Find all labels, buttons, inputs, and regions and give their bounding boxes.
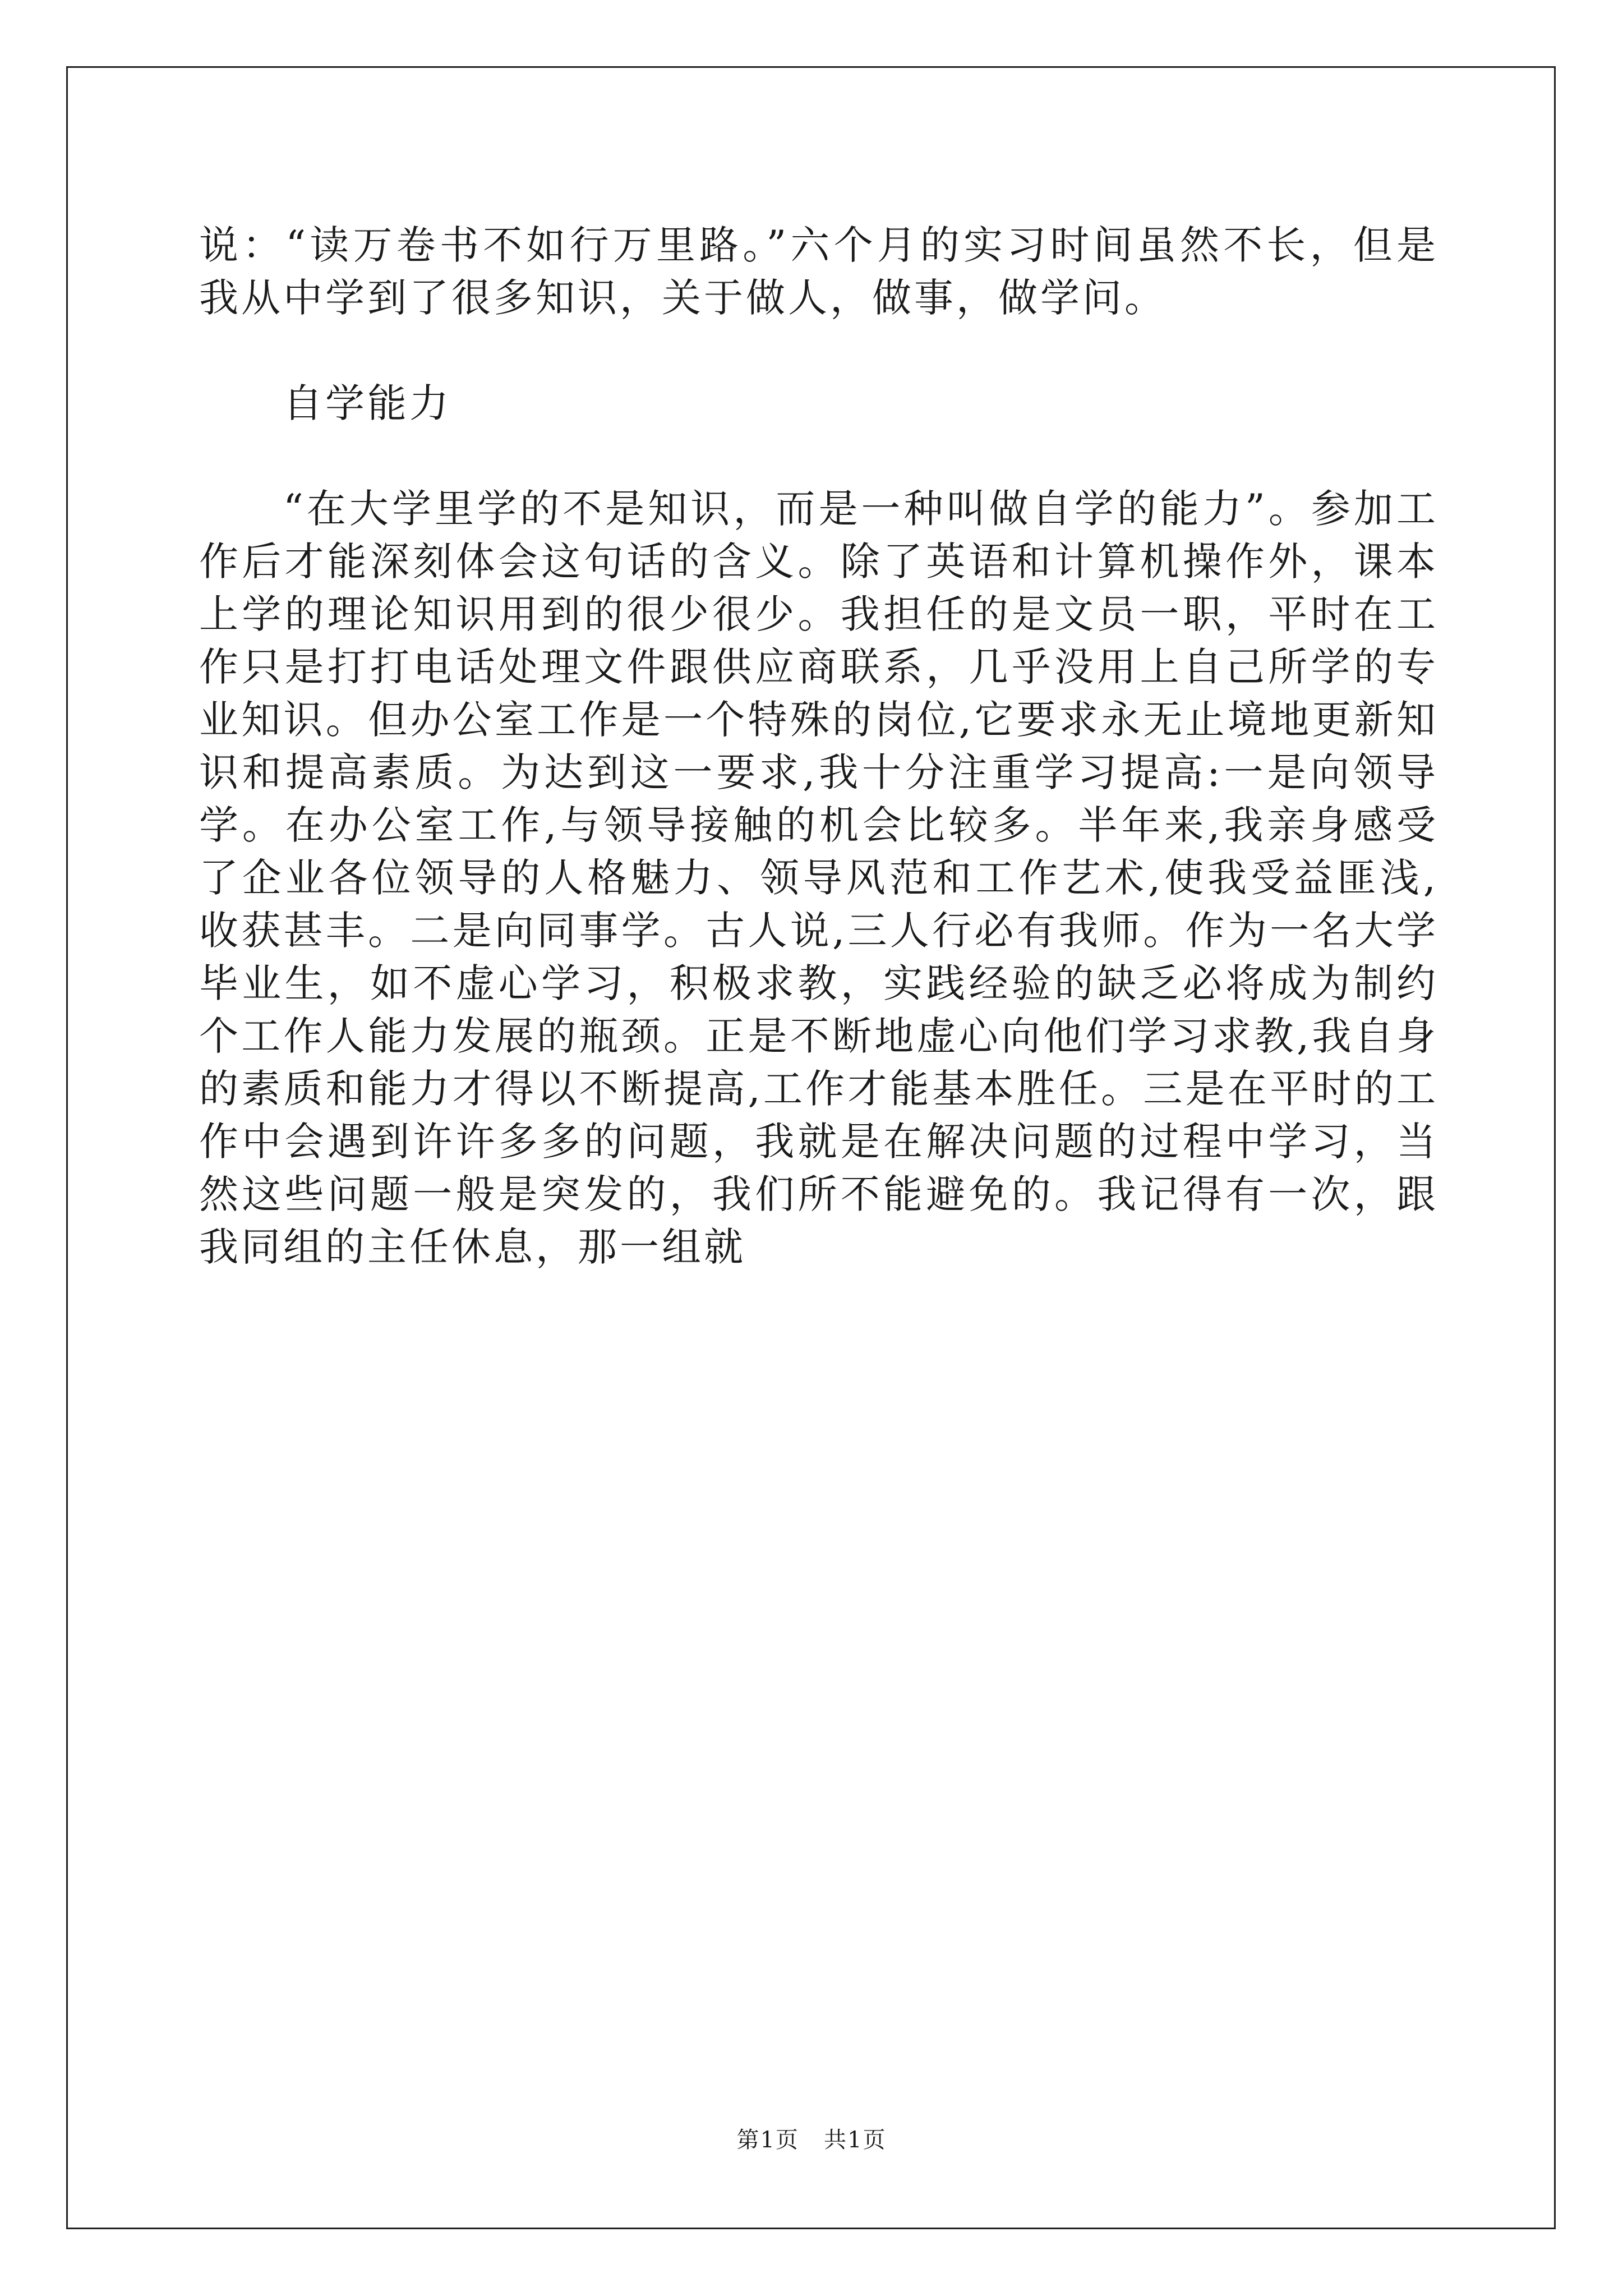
paragraph-intro: 说：“读万卷书不如行万里路。”六个月的实习时间虽然不长，但是我从中学到了很多知识，关于做人，做事，做学问。: [199, 222, 1438, 321]
page-footer: 第1页 共1页: [736, 2127, 887, 2153]
section-heading-self-learning: 自学能力: [283, 380, 451, 426]
paragraph-self-learning: “在大学里学的不是知识，而是一种叫做自学的能力”。参加工作后才能深刻体会这句话的含义。除了英语和计算机操作外，课本上学的理论知识用到的很少很少。我担任的是文员一职，平时在工作只是打打电话处理文件跟供应商联系，几乎没用上自己所学的专业知识。但办公室工作是一个特殊的岗位,它要求永无止境地更新知识和提高素质。为达到这一要求,我十分注重学习提高:一是向领导学。在办公室工作,与领导接触的机会比较多。半年来,我亲身感受了企业各位领导的人格魅力、领导风范和工作艺术,使我受益匪浅,收获甚丰。二是向同事学。古人说,三人行必有我师。作为一名大学毕业生，如不虚心学习，积极求教，实践经验的缺乏必将成为制约个工作人能力发展的瓶颈。正是不断地虚心向他们学习求教,我自身的素质和能力才得以不断提高,工作才能基本胜任。三是在平时的工作中会遇到许许多多的问题，我就是在解决问题的过程中学习，当然这些问题一般是突发的，我们所不能避免的。我记得有一次，跟我同组的主任休息，那一组就: [199, 486, 1438, 1270]
document-body: [199, 219, 1438, 1326]
